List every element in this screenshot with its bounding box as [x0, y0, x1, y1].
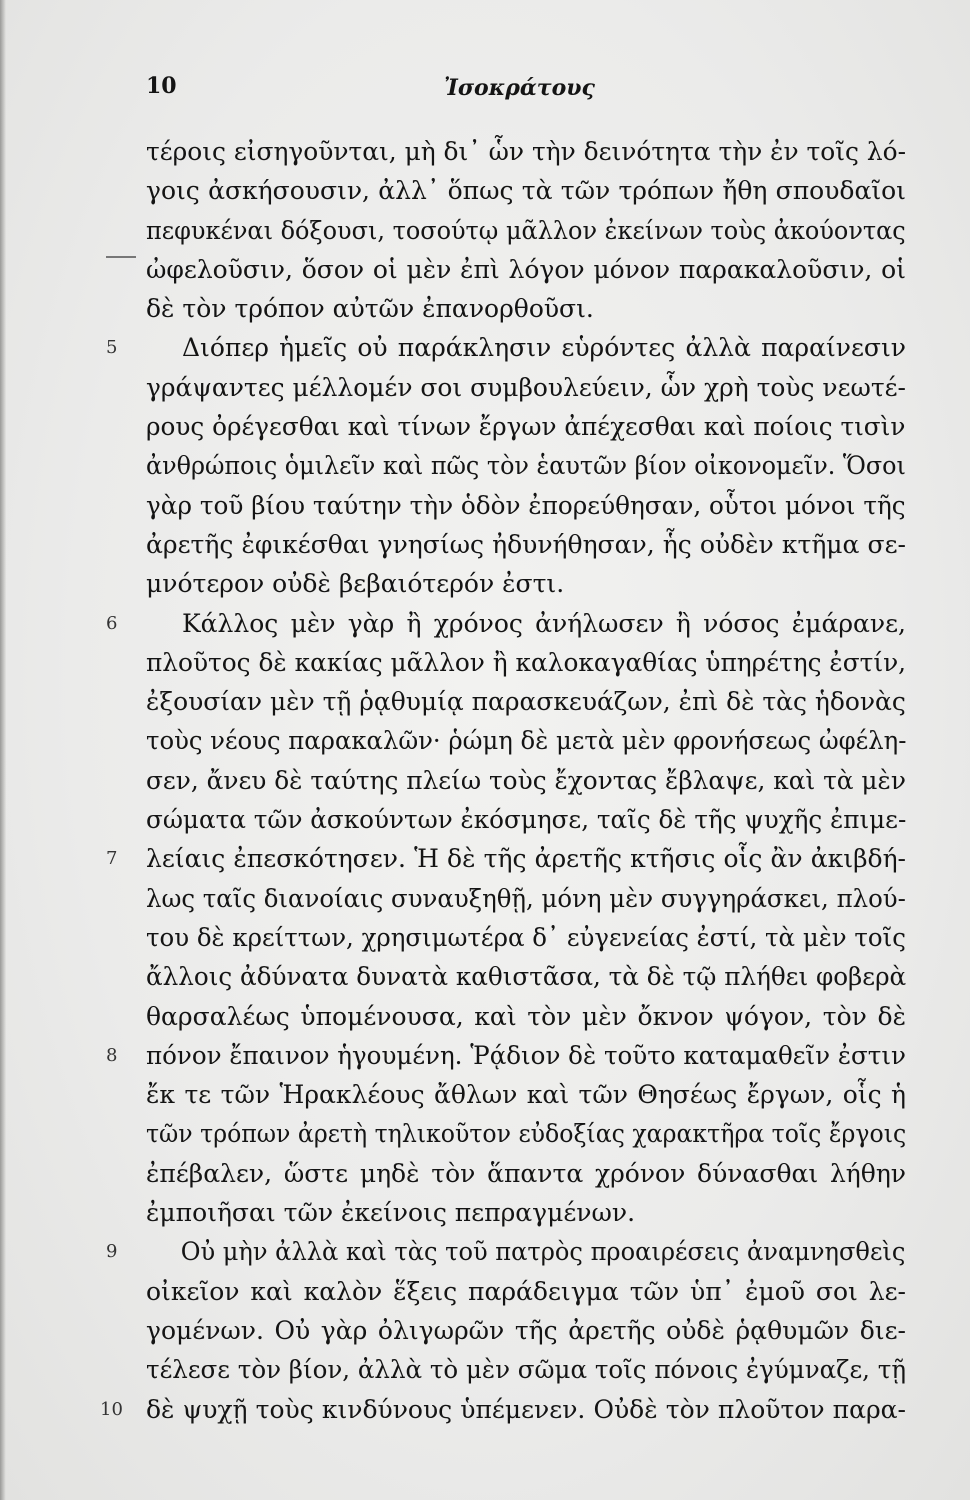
text-line	[146, 721, 906, 760]
text-line	[106, 328, 906, 367]
text-line	[146, 407, 906, 446]
line-text: του δὲ κρείττων, χρησιμωτέρα δ᾽ εὐγενείας ἐστί, τὰ μὲν τοῖς	[146, 922, 906, 952]
line-text: ὠφελοῦσιν, ὅσον οἱ μὲν ἐπὶ λόγον μόνον παρακαλοῦσιν, οἱ	[146, 254, 906, 284]
text-line	[146, 564, 906, 603]
page-edge-shadow	[0, 0, 6, 1500]
text-line	[146, 1154, 906, 1193]
line-text: θαρσαλέως ὑπομένουσα, καὶ τὸν μὲν ὄκνον ψόγον, τὸν δὲ	[146, 1001, 906, 1031]
line-text: ἔκ τε τῶν Ἡρακλέους ἄθλων καὶ τῶν Θησέως ἔργων, οἷς ἡ	[146, 1080, 906, 1110]
line-text: τέροις εἰσηγοῦνται, μὴ δι᾽ ὧν τὴν δεινότητα τὴν ἐν τοῖς λό-	[146, 137, 907, 166]
text-line	[146, 1075, 906, 1114]
section-number: 8	[106, 1044, 118, 1066]
line-text: ἀνθρώποις ὁμιλεῖν καὶ πῶς τὸν ἑαυτῶν βίον οἰκονομεῖν. Ὅσοι	[146, 451, 906, 481]
section-number: 5	[106, 337, 118, 359]
text-line	[146, 1350, 906, 1389]
text-line	[146, 918, 906, 957]
text-line	[146, 486, 906, 525]
line-text: Κάλλος μὲν γὰρ ἢ χρόνος ἀνήλωσεν ἢ νόσος ἐμάρανε,	[182, 608, 906, 638]
line-text: Οὐ μὴν ἀλλὰ καὶ τὰς τοῦ πατρὸς προαιρέσεις ἀναμνησθεὶς	[180, 1237, 906, 1267]
text-line	[146, 1311, 906, 1350]
line-text: τοὺς νέους παρακαλῶν· ῥώμη δὲ μετὰ μὲν φρονήσεως ὠφέλη-	[146, 726, 907, 756]
text-line	[146, 1272, 906, 1311]
margin-dash-mark	[106, 256, 136, 258]
text-line	[146, 368, 906, 407]
running-head: Ἰσοκράτους	[444, 75, 595, 101]
text-line	[106, 839, 906, 878]
line-text: σώματα τῶν ἀσκούντων ἐκόσμησε, ταῖς δὲ τῆς ψυχῆς ἐπιμε-	[146, 805, 907, 835]
line-text: λείαις ἐπεσκότησεν. Ἡ δὲ τῆς ἀρετῆς κτῆσις οἷς ἂν ἀκιβδή-	[146, 844, 906, 874]
line-text: γράψαντες μέλλομέν σοι συμβουλεύειν, ὧν χρὴ τοὺς νεωτέ-	[146, 372, 906, 402]
text-line	[100, 1390, 906, 1429]
text-line	[146, 879, 906, 918]
text-line	[146, 1193, 906, 1232]
text-line	[146, 800, 906, 839]
line-text: Διόπερ ἡμεῖς οὐ παράκλησιν εὑρόντες ἀλλὰ παραίνεσιν	[182, 333, 906, 363]
line-text: δὲ ψυχῇ τοὺς κινδύνους ὑπέμενεν. Οὐδὲ τὸν πλοῦτον παρα-	[146, 1394, 906, 1424]
line-text: ἀρετῆς ἐφικέσθαι γνησίως ἠδυνήθησαν, ἧς οὐδὲν κτῆμα σε-	[146, 529, 906, 559]
line-text: τῶν τρόπων ἀρετὴ τηλικοῦτον εὐδοξίας χαρακτῆρα τοῖς ἔργοις	[146, 1119, 907, 1149]
line-text: πόνον ἔπαινον ἡγουμένη. Ῥᾴδιον δὲ τοῦτο καταμαθεῖν ἐστιν	[146, 1040, 906, 1070]
text-line	[146, 289, 906, 328]
section-number: 10	[100, 1398, 123, 1420]
section-number: 6	[106, 612, 118, 634]
text-line	[146, 643, 906, 682]
line-text: ἐμποιῆσαι τῶν ἐκείνοις πεπραγμένων.	[146, 1198, 636, 1228]
text-line	[146, 250, 906, 289]
line-text: λως ταῖς διανοίαις συναυξηθῇ, μόνη μὲν συγγηράσκει, πλού-	[146, 883, 906, 913]
line-text: τέλεσε τὸν βίον, ἀλλὰ τὸ μὲν σῶμα τοῖς πόνοις ἐγύμναζε, τῇ	[146, 1355, 907, 1385]
text-line	[106, 1232, 906, 1271]
line-text: μνότερον οὐδὲ βεβαιότερόν ἐστι.	[146, 569, 565, 599]
line-text: δὲ τὸν τρόπον αὐτῶν ἐπανορθοῦσι.	[146, 294, 594, 324]
section-number: 7	[106, 848, 118, 870]
line-text: ἐξουσίαν μὲν τῇ ῥᾳθυμίᾳ παρασκευάζων, ἐπὶ δὲ τὰς ἡδονὰς	[146, 687, 906, 717]
text-line	[146, 132, 906, 171]
text-line	[146, 171, 906, 210]
text-line	[146, 525, 906, 564]
line-text: σεν, ἄνευ δὲ ταύτης πλείω τοὺς ἔχοντας ἔβλαψε, καὶ τὰ μὲν	[146, 765, 906, 795]
line-text: οἰκεῖον καὶ καλὸν ἕξεις παράδειγμα τῶν ὑπ᾽ ἐμοῦ σοι λε-	[146, 1276, 906, 1306]
main-text-block	[100, 132, 907, 1429]
text-line	[146, 1114, 906, 1153]
text-line	[106, 1036, 906, 1075]
text-line	[146, 997, 906, 1036]
text-line	[146, 761, 906, 800]
line-text: ἄλλοις ἀδύνατα δυνατὰ καθιστᾶσα, τὰ δὲ τῷ πλήθει φοβερὰ	[146, 962, 907, 992]
page-number: 10	[146, 73, 177, 99]
text-line	[146, 446, 906, 485]
text-line	[146, 957, 906, 996]
line-text: γοις ἀσκήσουσιν, ἀλλ᾽ ὅπως τὰ τῶν τρόπων ἤθη σπουδαῖοι	[146, 176, 906, 206]
line-text: ρους ὀρέγεσθαι καὶ τίνων ἔργων ἀπέχεσθαι καὶ ποίοις τισὶν	[146, 412, 906, 442]
line-text: ἐπέβαλεν, ὥστε μηδὲ τὸν ἅπαντα χρόνον δύνασθαι λήθην	[146, 1158, 906, 1188]
section-number: 9	[106, 1241, 118, 1263]
text-line	[106, 604, 906, 643]
line-text: πλοῦτος δὲ κακίας μᾶλλον ἢ καλοκαγαθίας ὑπηρέτης ἐστίν,	[146, 647, 907, 677]
line-text: γομένων. Οὐ γὰρ ὀλιγωρῶν τῆς ἀρετῆς οὐδὲ ῥᾳθυμῶν διε-	[146, 1315, 906, 1345]
line-text: γὰρ τοῦ βίου ταύτην τὴν ὁδὸν ἐπορεύθησαν, οὗτοι μόνοι τῆς	[146, 490, 906, 520]
text-line	[146, 211, 906, 250]
line-text: πεφυκέναι δόξουσι, τοσούτῳ μᾶλλον ἐκείνων τοὺς ἀκούοντας	[146, 215, 906, 245]
text-line	[146, 682, 906, 721]
